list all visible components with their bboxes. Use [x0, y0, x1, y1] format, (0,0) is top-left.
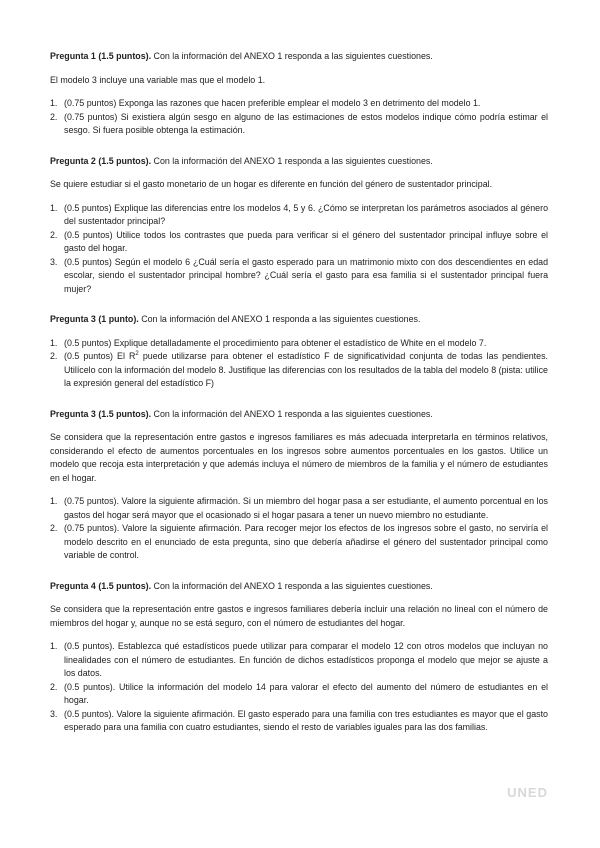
question-1	[50, 50, 548, 138]
list-item: 2. (0.5 puntos) El $R^2$ puede utilizarse para obtener el estadístico F de significatividad conjunta de todas las pendientes. Utilícelo con la información del modelo 8. Justifique las diferencias con los resultados de la tabla del modelo 8 (pista: utilice la expresión general del estadístico F)	[50, 351, 548, 388]
question-2-lead: Con la información del ANEXO 1 responda a las siguientes cuestiones.	[151, 155, 433, 166]
question-2-items	[50, 202, 548, 297]
question-3-items	[50, 337, 548, 391]
list-item: 1. (0.5 puntos) Explique las diferencias entre los modelos 4, 5 y 6. ¿Cómo se interpretan los parámetros asociados al género del sustentador principal?	[50, 202, 548, 226]
question-1-lead: Con la información del ANEXO 1 responda a las siguientes cuestiones.	[151, 51, 433, 61]
list-item: 3. (0.5 puntos) Según el modelo 6 ¿Cuál sería el gasto esperado para un matrimonio mixto con dos descendientes en edad escolar, siendo el sustentador principal hombre? ¿Cuál sería el gasto para esa familia si el sustentador principal fuera mujer?	[50, 256, 548, 294]
question-1-heading	[50, 50, 548, 64]
question-2-title: Pregunta 2 (1.5 puntos).	[50, 155, 152, 166]
question-4	[50, 580, 548, 735]
question-2-heading	[50, 155, 548, 169]
question-2-intro: Se quiere estudiar si el gasto monetario de un hogar es diferente en función del género de sustentador principal.	[50, 179, 493, 189]
question-1-intro: El modelo 3 incluye una variable mas que el modelo 1.	[50, 74, 266, 85]
question-4-lead: Con la información del ANEXO 1 responda a las siguientes cuestiones.	[151, 580, 433, 591]
question-2	[50, 155, 548, 297]
question-3b	[50, 408, 548, 563]
question-4-items	[50, 640, 548, 735]
question-3	[50, 313, 548, 391]
question-3b-heading	[50, 408, 548, 422]
question-3-title: Pregunta 3 (1 punto).	[50, 314, 139, 324]
watermark: UNED	[507, 785, 548, 800]
question-4-intro: Se considera que la representación entre gastos e ingresos familiares debería incluir una relación no lineal con el número de miembros del hogar y, aunque no se está seguro, con el número de estudiantes del hogar.	[50, 604, 548, 628]
list-item: 3. (0.5 puntos). Valore la siguiente afirmación. El gasto esperado para una familia con tres estudiantes es mayor que el gasto esperado para una familia con cuatro estudiantes, siendo el resto de variables iguales para las dos familias.	[50, 708, 548, 732]
list-item: 2. (0.5 puntos). Utilice la información del modelo 14 para valorar el efecto del aumento del número de estudiantes en el hogar.	[50, 681, 548, 705]
question-4-heading	[50, 580, 548, 594]
list-item: 1. (0.75 puntos). Valore la siguiente afirmación. Si un miembro del hogar pasa a ser estudiante, el aumento porcentual en los gastos del hogar será mayor que el ocasionado si el hogar pasara a tener un nuevo miembro no estudiante.	[50, 496, 548, 520]
list-item: 1. (0.5 puntos) Explique detalladamente el procedimiento para obtener el estadístico de White en el modelo 7.	[50, 337, 487, 348]
list-item: 2. (0.5 puntos) Utilice todos los contrastes que pueda para verificar si el género del sustentador principal influye sobre el gasto del hogar.	[50, 229, 548, 253]
question-3-heading	[50, 313, 548, 327]
list-item: 1. (0.5 puntos). Establezca qué estadísticos puede utilizar para comparar el modelo 12 con otros modelos que incluyan no linealidades con el número de estudiantes. En función de dichos estadísticos proponga el modelo que mejor se ajuste a los datos.	[50, 641, 548, 678]
question-4-title: Pregunta 4 (1.5 puntos).	[50, 580, 152, 591]
question-3-lead: Con la información del ANEXO 1 responda a las siguientes cuestiones.	[138, 314, 421, 324]
list-item: 2. (0.75 puntos) Si existiera algún sesgo en alguno de las estimaciones de estos modelos indique cómo podría estimar el sesgo. Si fuera posible obtenga la estimación.	[50, 111, 548, 135]
question-1-title: Pregunta 1 (1.5 puntos).	[50, 51, 152, 61]
question-3b-lead: Con la información del ANEXO 1 responda a las siguientes cuestiones.	[151, 408, 433, 419]
question-1-items	[50, 97, 548, 138]
list-item: 1. (0.75 puntos) Exponga las razones que hacen preferible emplear el modelo 3 en detrimento del modelo 1.	[50, 98, 481, 108]
question-3b-title: Pregunta 3 (1.5 puntos).	[50, 408, 152, 419]
question-3b-intro: Se considera que la representación entre gastos e ingresos familiares es más adecuada interpretarla en términos relativos, considerando el efecto de aumentos porcentuales en los ingresos sobre aumentos porcentuales en los gastos. Utilice un modelo que recoja esta interpretación y que además incluya el número de miembros de la familia y el número de estudiantes en el hogar.	[50, 432, 548, 483]
question-3b-items	[50, 495, 548, 563]
list-item: 2. (0.75 puntos). Valore la siguiente afirmación. Para recoger mejor los efectos de los ingresos sobre el gasto, no serviría el modelo descrito en el enunciado de esta pregunta, sino que debería añadirse el género del sustentador principal como variable de control.	[50, 523, 548, 560]
